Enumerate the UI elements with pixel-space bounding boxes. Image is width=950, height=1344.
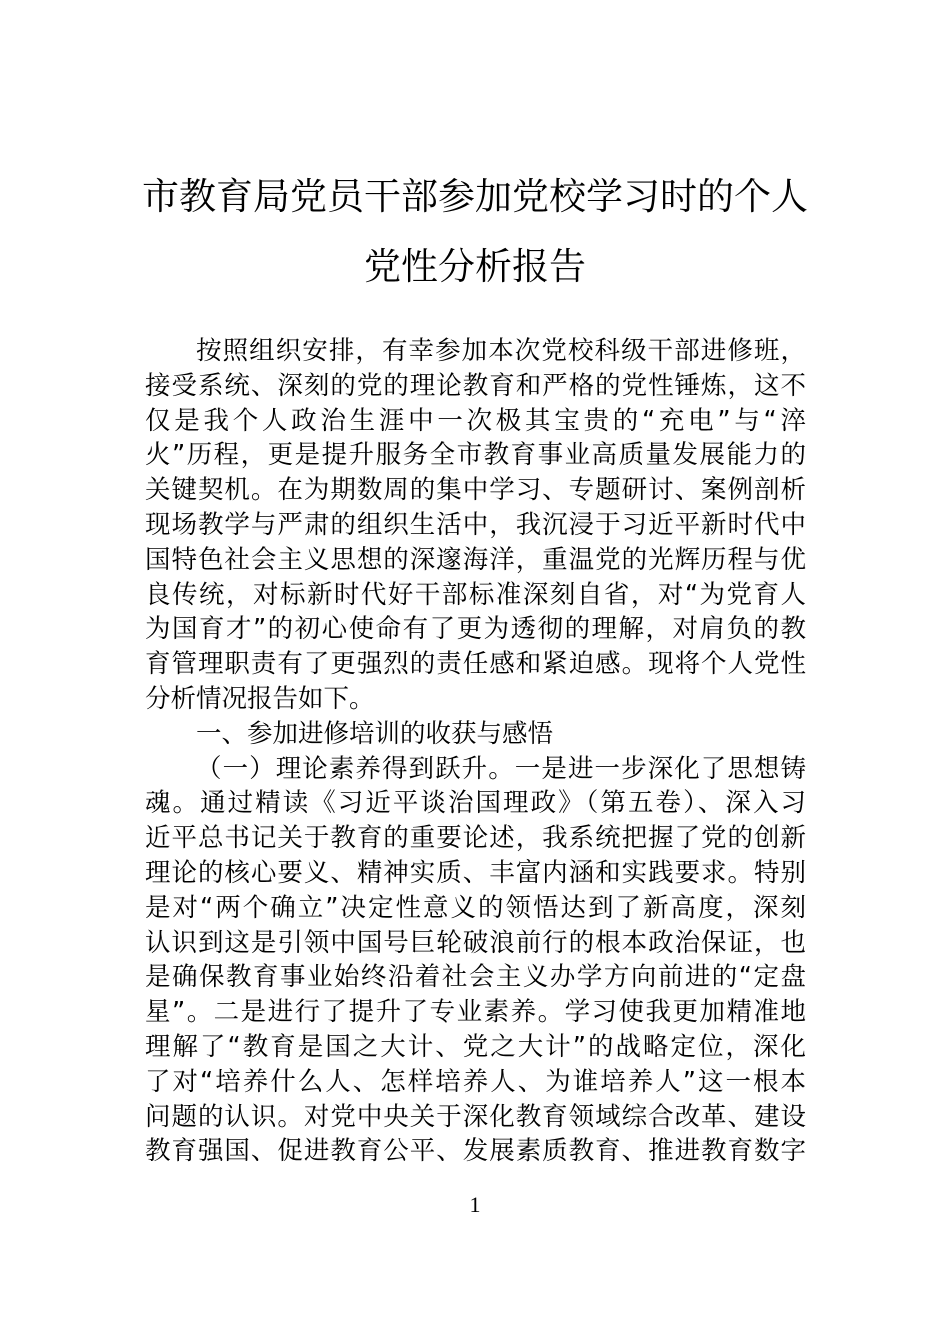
text-line: 是对“两个确立”决定性意义的领悟达到了新高度，深刻 bbox=[145, 892, 806, 923]
text-line: 认识到这是引领中国号巨轮破浪前行的根本政治保证，也 bbox=[145, 927, 806, 958]
text-line: 国特色社会主义思想的深邃海洋，重温党的光辉历程与优 bbox=[145, 544, 806, 575]
text-line: 星”。二是进行了提升了专业素养。学习使我更加精准地 bbox=[145, 997, 806, 1028]
text-line: 是确保教育事业始终沿着社会主义办学方向前进的“定盘 bbox=[145, 962, 806, 993]
document-title-line-1: 市教育局党员干部参加党校学习时的个人 bbox=[142, 175, 808, 218]
section-heading: 一、参加进修培训的收获与感悟 bbox=[196, 718, 554, 749]
text-line: 理论的核心要义、精神实质、丰富内涵和实践要求。特别 bbox=[145, 857, 806, 888]
document-title-line-2: 党性分析报告 bbox=[364, 245, 586, 288]
text-line: 按照组织安排，有幸参加本次党校科级干部进修班， bbox=[196, 336, 806, 366]
page-number: 1 bbox=[469, 1192, 481, 1217]
text-line: 良传统，对标新时代好干部标准深刻自省，对“为党育人 bbox=[145, 579, 806, 610]
text-line: 近平总书记关于教育的重要论述，我系统把握了党的创新 bbox=[145, 823, 806, 854]
text-line: 育管理职责有了更强烈的责任感和紧迫感。现将个人党性 bbox=[145, 649, 806, 680]
text-line: 了对“培养什么人、怎样培养人、为谁培养人”这一根本 bbox=[145, 1066, 806, 1097]
text-line: 为国育才”的初心使命有了更为透彻的理解，对肩负的教 bbox=[145, 614, 806, 645]
text-line: 问题的认识。对党中央关于深化教育领域综合改革、建设 bbox=[145, 1101, 806, 1132]
text-line: 仅是我个人政治生涯中一次极其宝贵的“充电”与“淬 bbox=[145, 405, 806, 436]
text-line: 理解了“教育是国之大计、党之大计”的战略定位，深化 bbox=[145, 1031, 806, 1062]
text-line: 魂。通过精读《习近平谈治国理政》（第五卷）、深入习 bbox=[145, 788, 806, 819]
text-line: 分析情况报告如下。 bbox=[145, 683, 375, 714]
text-line: 接受系统、深刻的党的理论教育和严格的党性锤炼，这不 bbox=[145, 370, 806, 401]
text-line: （一）理论素养得到跃升。一是进一步深化了思想铸 bbox=[196, 753, 806, 784]
text-line: 教育强国、促进教育公平、发展素质教育、推进教育数字 bbox=[145, 1136, 806, 1167]
text-line: 火”历程，更是提升服务全市教育事业高质量发展能力的 bbox=[145, 440, 806, 471]
text-line: 关键契机。在为期数周的集中学习、专题研讨、案例剖析 bbox=[145, 475, 806, 506]
text-line: 现场教学与严肃的组织生活中，我沉浸于习近平新时代中 bbox=[145, 509, 806, 540]
document-body bbox=[145, 334, 806, 1169]
